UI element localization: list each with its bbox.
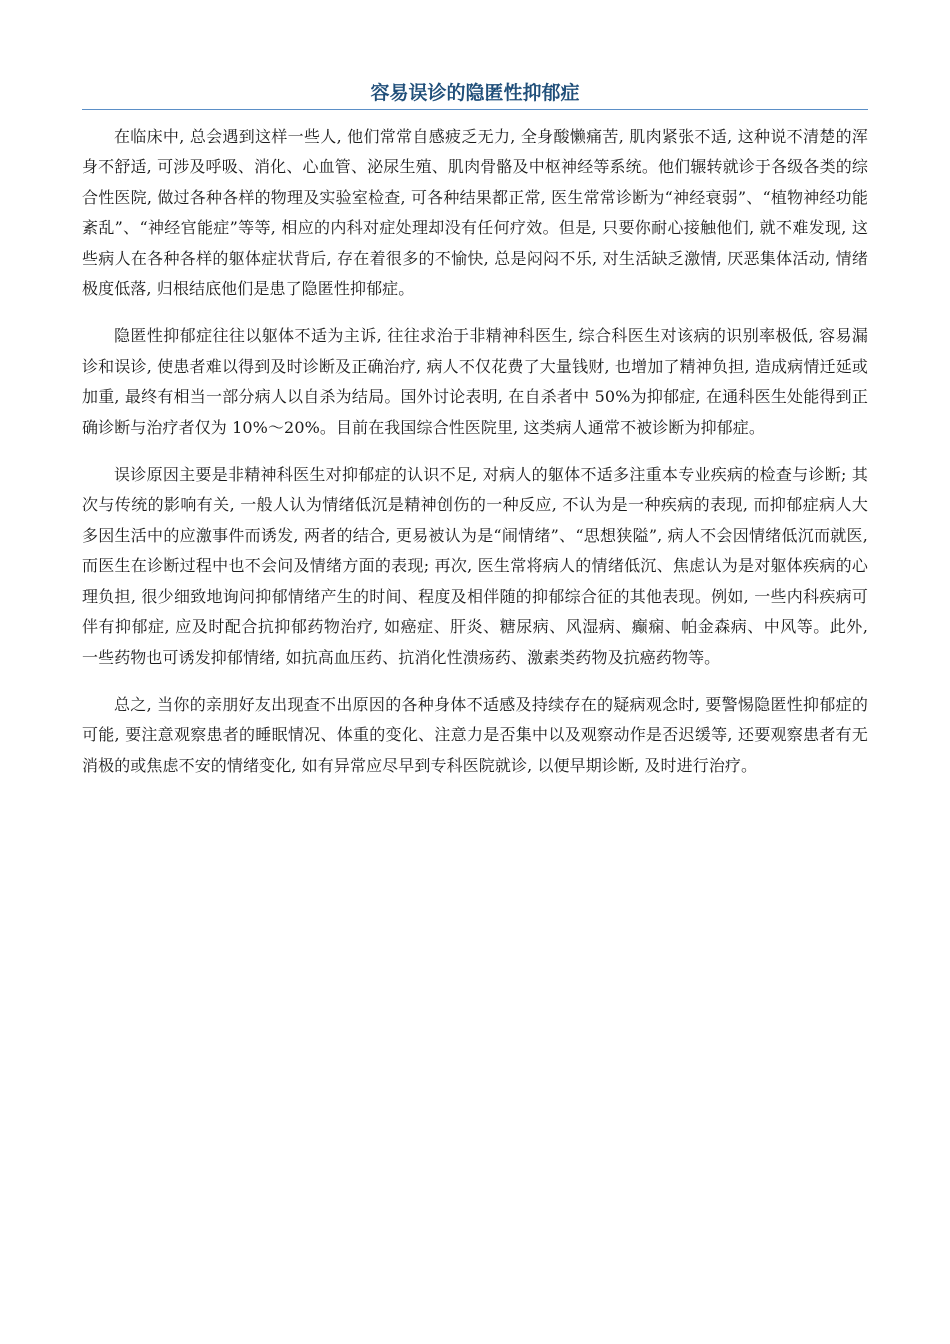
paragraph-3: 误诊原因主要是非精神科医生对抑郁症的认识不足, 对病人的躯体不适多注重本专业疾病的检查与诊断; 其次与传统的影响有关, 一般人认为情绪低沉是精神创伤的一种反应, 不认为是一种疾病的表现, 而抑郁症病人大多因生活中的应激事件而诱发, 两者的结合, 更易被认为是“闹情绪”、“思想狭隘”, 病人不会因情绪低沉而就医, 而医生在诊断过程中也不会问及情绪方面的表现; 再次, 医生常将病人的情绪低沉、焦虑认为是对躯体疾病的心理负担, 很少细致地询问抑郁情绪产生的时间、程度及相伴随的抑郁综合征的其他表现。例如, 一些内科疾病可伴有抑郁症, 应及时配合抗抑郁药物治疗, 如癌症、肝炎、糖尿病、风湿病、癫痫、帕金森病、中风等。此外, 一些药物也可诱发抑郁情绪, 如抗高血压药、抗消化性溃疡药、激素类药物及抗癌药物等。 xyxy=(82,465,868,667)
paragraph-1: 在临床中, 总会遇到这样一些人, 他们常常自感疲乏无力, 全身酸懒痛苦, 肌肉紧张不适, 这种说不清楚的浑身不舒适, 可涉及呼吸、消化、心血管、泌尿生殖、肌肉骨骼及中枢神经等系统。他们辗转就诊于各级各类的综合性医院, 做过各种各样的物理及实验室检查, 可各种结果都正常, 医生常常诊断为“神经衰弱”、“植物神经功能紊乱”、“神经官能症”等等, 相应的内科对症处理却没有任何疗效。但是, 只要你耐心接触他们, 就不难发现, 这些病人在各种各样的躯体症状背后, 存在着很多的不愉快, 总是闷闷不乐, 对生活缺乏激情, 厌恶集体活动, 情绪极度低落, 归根结底他们是患了隐匿性抑郁症。 xyxy=(82,127,868,299)
document-title: 容易误诊的隐匿性抑郁症 xyxy=(370,82,580,104)
paragraph-4: 总之, 当你的亲朋好友出现查不出原因的各种身体不适感及持续存在的疑病观念时, 要警惕隐匿性抑郁症的可能, 要注意观察患者的睡眠情况、体重的变化、注意力是否集中以及观察动作是否迟缓等, 还要观察患者有无消极的或焦虑不安的情绪变化, 如有异常应尽早到专科医院就诊, 以便早期诊断, 及时进行治疗。 xyxy=(82,694,868,775)
document-body xyxy=(82,122,868,798)
title-underline xyxy=(82,109,868,110)
paragraph-2: 隐匿性抑郁症往往以躯体不适为主诉, 往往求治于非精神科医生, 综合科医生对该病的识别率极低, 容易漏诊和误诊, 使患者难以得到及时诊断及正确治疗, 病人不仅花费了大量钱财, 也增加了精神负担, 造成病情迁延或加重, 最终有相当一部分病人以自杀为结局。国外讨论表明, 在自杀者中 50%为抑郁症, 在通科医生处能得到正确诊断与治疗者仅为 10%～20%。目前在我国综合性医院里, 这类病人通常不被诊断为抑郁症。 xyxy=(82,326,868,437)
